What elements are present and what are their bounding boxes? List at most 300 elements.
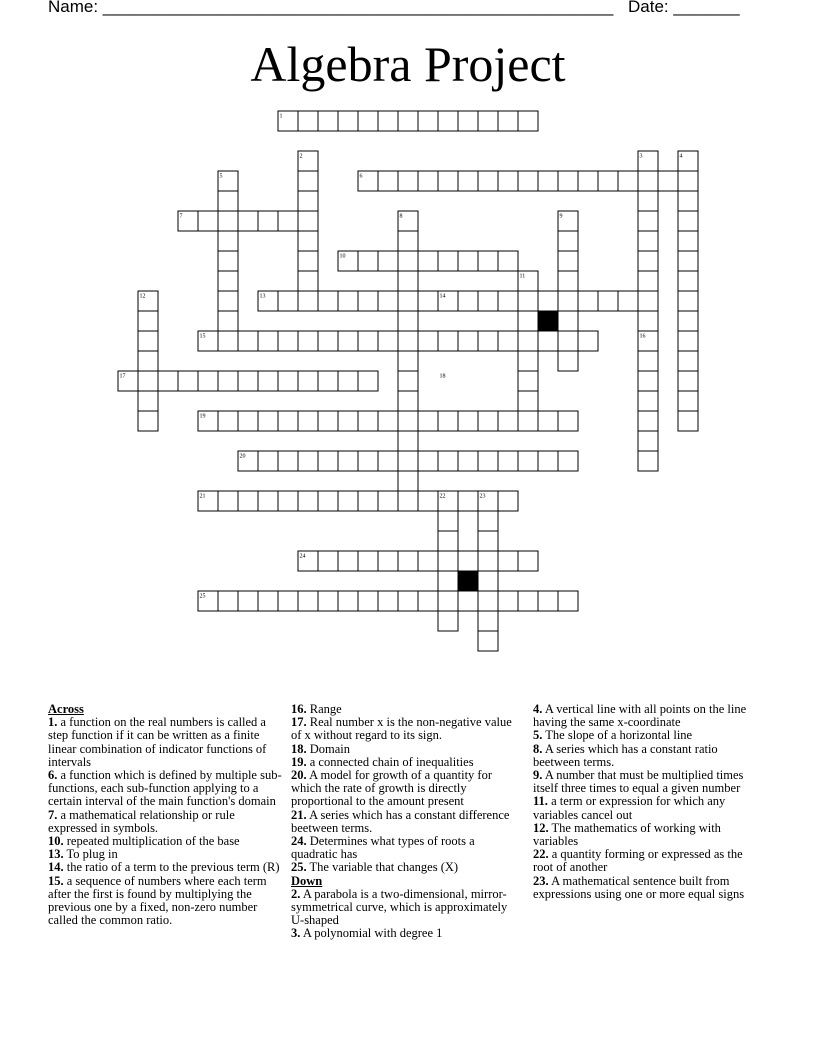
crossword-cell[interactable] <box>398 231 418 251</box>
crossword-cell[interactable] <box>138 371 158 391</box>
crossword-cell[interactable] <box>458 171 478 191</box>
crossword-cell[interactable] <box>338 411 358 431</box>
crossword-cell[interactable] <box>438 511 458 531</box>
crossword-cell[interactable] <box>298 111 318 131</box>
crossword-cell[interactable] <box>498 491 518 511</box>
crossword-cell[interactable] <box>298 371 318 391</box>
clue-text: Real number x is the non-negative value of x without regard to its sign. <box>291 715 512 743</box>
crossword-cell[interactable] <box>498 551 518 571</box>
crossword-cell[interactable] <box>358 591 378 611</box>
crossword-cell[interactable] <box>398 351 418 371</box>
crossword-cell[interactable] <box>378 171 398 191</box>
crossword-cell[interactable] <box>218 411 238 431</box>
crossword-cell[interactable] <box>378 331 398 351</box>
clue-number-label: 11 <box>519 273 526 280</box>
crossword-cell[interactable] <box>338 491 358 511</box>
crossword-cell[interactable] <box>678 171 698 191</box>
crossword-cell[interactable] <box>458 591 478 611</box>
crossword-cell[interactable] <box>398 411 418 431</box>
crossword-cell[interactable] <box>338 291 358 311</box>
clue-number: 18. <box>291 741 307 756</box>
crossword-cell[interactable] <box>558 311 578 331</box>
clue-number: 17. <box>291 715 307 730</box>
crossword-cell[interactable] <box>638 371 658 391</box>
crossword-cell[interactable] <box>358 291 378 311</box>
clue-number: 10. <box>48 834 64 849</box>
crossword-cell[interactable] <box>478 291 498 311</box>
crossword-cell[interactable] <box>398 311 418 331</box>
crossword-cell[interactable] <box>258 371 278 391</box>
crossword-cell[interactable] <box>578 331 598 351</box>
crossword-cell[interactable] <box>298 251 318 271</box>
clue-number: 1. <box>48 715 58 730</box>
crossword-cell[interactable] <box>318 291 338 311</box>
crossword-cell[interactable] <box>238 411 258 431</box>
crossword-cell[interactable] <box>158 371 178 391</box>
crossword-cell[interactable] <box>298 331 318 351</box>
crossword-cell[interactable] <box>498 411 518 431</box>
crossword-cell[interactable] <box>258 411 278 431</box>
crossword-cell[interactable] <box>418 451 438 471</box>
down-heading: Down <box>291 873 323 888</box>
crossword-cell[interactable] <box>458 491 478 511</box>
crossword-cell[interactable] <box>638 191 658 211</box>
crossword-cell[interactable] <box>678 351 698 371</box>
crossword-cell[interactable] <box>238 491 258 511</box>
crossword-cell[interactable] <box>398 551 418 571</box>
crossword-cell[interactable] <box>418 491 438 511</box>
crossword-cell[interactable] <box>478 571 498 591</box>
crossword-cell[interactable] <box>298 451 318 471</box>
crossword-cell[interactable] <box>298 231 318 251</box>
crossword-cell[interactable] <box>458 451 478 471</box>
crossword-cell[interactable] <box>218 591 238 611</box>
crossword-cell[interactable] <box>298 491 318 511</box>
clue-item <box>291 888 515 928</box>
clue-text: A mathematical sentence built from expressions using one or more equal signs <box>533 873 745 901</box>
crossword-cell[interactable] <box>398 491 418 511</box>
crossword-cell[interactable] <box>398 331 418 351</box>
crossword-cell[interactable] <box>238 371 258 391</box>
crossword-cell[interactable] <box>558 171 578 191</box>
crossword-cell[interactable] <box>298 291 318 311</box>
crossword-cell[interactable] <box>598 291 618 311</box>
crossword-cell[interactable] <box>218 211 238 231</box>
crossword-cell[interactable] <box>358 371 378 391</box>
crossword-cell[interactable] <box>678 231 698 251</box>
crossword-cell[interactable] <box>478 171 498 191</box>
clue-number: 12. <box>533 820 549 835</box>
crossword-cell[interactable] <box>218 191 238 211</box>
name-field-label[interactable]: Name: ______________________________________________________ <box>48 0 614 16</box>
clue-number-label: 18 <box>439 373 446 380</box>
clue-item <box>533 703 765 729</box>
crossword-cell[interactable] <box>338 451 358 471</box>
crossword-cell[interactable] <box>258 211 278 231</box>
crossword-cell[interactable] <box>638 311 658 331</box>
crossword-cell[interactable] <box>358 551 378 571</box>
crossword-cell[interactable] <box>198 371 218 391</box>
crossword-cell[interactable] <box>358 331 378 351</box>
crossword-cell[interactable] <box>418 331 438 351</box>
crossword-cell[interactable] <box>518 391 538 411</box>
crossword-cell[interactable] <box>138 351 158 371</box>
crossword-cell[interactable] <box>378 291 398 311</box>
clue-column-1 <box>48 703 282 927</box>
crossword-cell[interactable] <box>398 291 418 311</box>
crossword-cell[interactable] <box>378 551 398 571</box>
crossword-cell[interactable] <box>338 591 358 611</box>
crossword-cell[interactable] <box>558 251 578 271</box>
clue-column-3 <box>533 703 765 901</box>
crossword-cell[interactable] <box>458 111 478 131</box>
clue-item <box>533 875 765 901</box>
crossword-cell[interactable] <box>638 351 658 371</box>
crossword-cell[interactable] <box>418 291 438 311</box>
crossword-cell[interactable] <box>138 331 158 351</box>
crossword-cell[interactable] <box>478 551 498 571</box>
crossword-cell[interactable] <box>678 291 698 311</box>
crossword-cell[interactable] <box>478 511 498 531</box>
crossword-cell[interactable] <box>138 311 158 331</box>
crossword-cell[interactable] <box>478 331 498 351</box>
clue-number: 23. <box>533 873 549 888</box>
crossword-cell[interactable] <box>238 211 258 231</box>
crossword-cell[interactable] <box>298 591 318 611</box>
clue-number-label: 13 <box>259 293 266 300</box>
crossword-cell[interactable] <box>558 411 578 431</box>
clue-number-label: 23 <box>479 493 486 500</box>
clue-text: repeated multiplication of the base <box>66 834 240 849</box>
crossword-cell[interactable] <box>458 251 478 271</box>
crossword-cell[interactable] <box>318 551 338 571</box>
crossword-cell[interactable] <box>218 371 238 391</box>
crossword-cell[interactable] <box>218 311 238 331</box>
crossword-cell[interactable] <box>138 391 158 411</box>
clue-text: Range <box>309 702 342 716</box>
crossword-cell[interactable] <box>218 491 238 511</box>
crossword-cell[interactable] <box>318 451 338 471</box>
crossword-cell[interactable] <box>638 451 658 471</box>
crossword-cell[interactable] <box>378 411 398 431</box>
crossword-cell[interactable] <box>538 451 558 471</box>
crossword-cell[interactable] <box>558 451 578 471</box>
crossword-cell[interactable] <box>518 371 538 391</box>
crossword-cell[interactable] <box>418 411 438 431</box>
clue-item <box>533 769 765 795</box>
crossword-cell[interactable] <box>358 251 378 271</box>
crossword-cell[interactable] <box>398 251 418 271</box>
crossword-cell[interactable] <box>338 371 358 391</box>
crossword-cell[interactable] <box>398 451 418 471</box>
clue-text: the ratio of a term to the previous term (R) <box>66 860 280 875</box>
crossword-cell[interactable] <box>298 171 318 191</box>
crossword-cell[interactable] <box>558 231 578 251</box>
crossword-cell[interactable] <box>138 411 158 431</box>
crossword-cell[interactable] <box>338 111 358 131</box>
crossword-cell[interactable] <box>458 291 478 311</box>
crossword-cell[interactable] <box>678 191 698 211</box>
clue-item <box>48 809 282 835</box>
clue-text: Domain <box>309 741 351 756</box>
crossword-cell[interactable] <box>678 331 698 351</box>
crossword-cell[interactable] <box>678 211 698 231</box>
clue-number: 8. <box>533 741 543 756</box>
crossword-cell[interactable] <box>598 171 618 191</box>
crossword-cell[interactable] <box>298 271 318 291</box>
crossword-cell[interactable] <box>418 591 438 611</box>
crossword-cell[interactable] <box>438 411 458 431</box>
clue-number: 24. <box>291 834 307 849</box>
crossword-cell[interactable] <box>358 111 378 131</box>
clue-number-label: 4 <box>679 153 683 160</box>
crossword-cell[interactable] <box>418 111 438 131</box>
crossword-cell[interactable] <box>378 591 398 611</box>
crossword-cell[interactable] <box>518 411 538 431</box>
crossword-cell[interactable] <box>578 291 598 311</box>
crossword-cell[interactable] <box>678 251 698 271</box>
crossword-cell[interactable] <box>298 211 318 231</box>
crossword-cell[interactable] <box>518 351 538 371</box>
crossword-cell[interactable] <box>678 391 698 411</box>
crossword-cell[interactable] <box>538 171 558 191</box>
crossword-cell[interactable] <box>518 451 538 471</box>
crossword-cell[interactable] <box>278 591 298 611</box>
crossword-cell[interactable] <box>258 451 278 471</box>
crossword-cell[interactable] <box>618 291 638 311</box>
crossword-cell[interactable] <box>638 231 658 251</box>
crossword-cell[interactable] <box>398 371 418 391</box>
crossword-cell[interactable] <box>638 431 658 451</box>
crossword-cell[interactable] <box>178 371 198 391</box>
crossword-cell[interactable] <box>558 331 578 351</box>
clue-item <box>291 769 515 809</box>
clue-number-label: 21 <box>199 493 206 500</box>
crossword-cell[interactable] <box>398 271 418 291</box>
crossword-cell[interactable] <box>398 471 418 491</box>
clue-number-label: 8 <box>399 213 403 220</box>
crossword-cell[interactable] <box>618 171 638 191</box>
crossword-cell[interactable] <box>538 331 558 351</box>
crossword-cell[interactable] <box>438 571 458 591</box>
crossword-cell[interactable] <box>558 291 578 311</box>
crossword-cell[interactable] <box>278 211 298 231</box>
clue-number-label: 16 <box>639 333 646 340</box>
crossword-cell[interactable] <box>438 111 458 131</box>
clue-text: A series which has a constant difference beetween terms. <box>291 807 510 835</box>
crossword-cell[interactable] <box>638 271 658 291</box>
crossword-cell[interactable] <box>218 271 238 291</box>
crossword-cell[interactable] <box>538 411 558 431</box>
crossword-cell[interactable] <box>338 331 358 351</box>
crossword-cell[interactable] <box>458 331 478 351</box>
crossword-cell[interactable] <box>318 371 338 391</box>
crossword-cell[interactable] <box>278 411 298 431</box>
clue-number: 7. <box>48 807 58 822</box>
clue-item <box>48 769 282 809</box>
crossword-cell[interactable] <box>498 291 518 311</box>
crossword-cell[interactable] <box>438 331 458 351</box>
crossword-cell[interactable] <box>398 591 418 611</box>
clue-text: a connected chain of inequalities <box>309 754 474 769</box>
date-field-label[interactable]: Date: _______ <box>628 0 740 16</box>
crossword-cell[interactable] <box>438 551 458 571</box>
clue-number-label: 6 <box>359 173 363 180</box>
page-title: Algebra Project <box>250 36 566 92</box>
clue-text: Determines what types of roots a quadratic has <box>291 834 475 862</box>
crossword-cell[interactable] <box>418 251 438 271</box>
crossword-cell[interactable] <box>638 291 658 311</box>
crossword-cell[interactable] <box>538 291 558 311</box>
crossword-cell[interactable] <box>218 291 238 311</box>
crossword-cell[interactable] <box>318 111 338 131</box>
crossword-cell[interactable] <box>278 371 298 391</box>
clue-number-label: 3 <box>639 153 643 160</box>
crossword-cell[interactable] <box>678 271 698 291</box>
clue-text: A polynomial with degree 1 <box>302 926 443 941</box>
crossword-cell[interactable] <box>438 171 458 191</box>
crossword-cell[interactable] <box>518 591 538 611</box>
clue-text: A series which has a constant ratio beetween terms. <box>533 741 718 769</box>
crossword-cell[interactable] <box>518 111 538 131</box>
clue-text: A number that must be multiplied times itself three times to equal a given number <box>533 768 744 796</box>
clue-number: 4. <box>533 702 543 716</box>
crossword-cell[interactable] <box>298 191 318 211</box>
crossword-cell[interactable] <box>478 411 498 431</box>
crossword-cell[interactable] <box>658 171 678 191</box>
crossword-cell[interactable] <box>578 171 598 191</box>
crossword-cell[interactable] <box>458 551 478 571</box>
clue-item <box>533 848 765 874</box>
crossword-cell[interactable] <box>278 451 298 471</box>
crossword-cell[interactable] <box>418 551 438 571</box>
crossword-cell[interactable] <box>358 451 378 471</box>
crossword-cell[interactable] <box>478 531 498 551</box>
crossword-cell[interactable] <box>358 411 378 431</box>
crossword-cell[interactable] <box>558 271 578 291</box>
crossword-cell[interactable] <box>258 491 278 511</box>
crossword-cell[interactable] <box>378 451 398 471</box>
clue-column-2 <box>291 703 515 941</box>
crossword-cell[interactable] <box>498 591 518 611</box>
clue-number: 11. <box>533 794 548 809</box>
crossword-cell[interactable] <box>438 611 458 631</box>
clue-text: A vertical line with all points on the line having the same x-coordinate <box>533 702 747 730</box>
crossword-cell[interactable] <box>438 591 458 611</box>
crossword-cell[interactable] <box>478 451 498 471</box>
crossword-cell[interactable] <box>238 591 258 611</box>
crossword-cell[interactable] <box>638 411 658 431</box>
crossword-cell[interactable] <box>198 211 218 231</box>
crossword-cell[interactable] <box>218 251 238 271</box>
crossword-cell[interactable] <box>518 551 538 571</box>
crossword-cell[interactable] <box>218 331 238 351</box>
crossword-cell[interactable] <box>478 251 498 271</box>
crossword-cell[interactable] <box>518 311 538 331</box>
crossword-cell[interactable] <box>278 491 298 511</box>
crossword-cell[interactable] <box>378 251 398 271</box>
across-heading: Across <box>48 702 84 716</box>
clue-number: 5. <box>533 728 543 743</box>
crossword-cell[interactable] <box>278 291 298 311</box>
crossword-cell[interactable] <box>638 171 658 191</box>
crossword-cell[interactable] <box>298 411 318 431</box>
crossword-cell[interactable] <box>258 591 278 611</box>
crossword-cell[interactable] <box>638 211 658 231</box>
crossword-cell[interactable] <box>358 491 378 511</box>
crossword-cell[interactable] <box>238 331 258 351</box>
clue-number-label: 1 <box>279 113 283 120</box>
crossword-cell[interactable] <box>458 411 478 431</box>
clue-text: To plug in <box>66 847 118 862</box>
clue-number-label: 17 <box>119 373 126 380</box>
crossword-cell[interactable] <box>318 491 338 511</box>
crossword-cell[interactable] <box>478 631 498 651</box>
crossword-cell[interactable] <box>318 411 338 431</box>
clue-number: 20. <box>291 768 307 783</box>
crossword-cell[interactable] <box>438 251 458 271</box>
crossword-cell[interactable] <box>398 171 418 191</box>
crossword-cell[interactable] <box>498 451 518 471</box>
clue-number-label: 2 <box>299 153 303 160</box>
clue-number-label: 22 <box>439 493 446 500</box>
crossword-cell[interactable] <box>558 351 578 371</box>
crossword-cell[interactable] <box>678 411 698 431</box>
crossword-cell[interactable] <box>398 111 418 131</box>
crossword-cell[interactable] <box>318 591 338 611</box>
crossword-cell[interactable] <box>478 111 498 131</box>
clue-item <box>48 875 282 928</box>
crossword-cell[interactable] <box>498 251 518 271</box>
clue-number-label: 7 <box>179 213 183 220</box>
crossword-cell[interactable] <box>338 551 358 571</box>
crossword-cell[interactable] <box>398 431 418 451</box>
crossword-cell[interactable] <box>478 611 498 631</box>
clue-item <box>533 743 765 769</box>
crossword-cell[interactable] <box>498 111 518 131</box>
clue-text: The mathematics of working with variables <box>533 820 721 849</box>
crossword-black-square <box>458 571 478 591</box>
crossword-cell[interactable] <box>278 331 298 351</box>
crossword-cell[interactable] <box>678 311 698 331</box>
crossword-cell[interactable] <box>518 291 538 311</box>
crossword-cell[interactable] <box>678 371 698 391</box>
crossword-cell[interactable] <box>438 451 458 471</box>
crossword-cell[interactable] <box>418 171 438 191</box>
crossword-cell[interactable] <box>498 331 518 351</box>
crossword-cell[interactable] <box>638 391 658 411</box>
crossword-cell[interactable] <box>318 331 338 351</box>
clue-text: a function which is defined by multiple sub-functions, each sub-function applying to a certain interval of the main function's domain <box>48 768 282 809</box>
crossword-cell[interactable] <box>498 171 518 191</box>
crossword-cell[interactable] <box>518 331 538 351</box>
crossword-cell[interactable] <box>398 391 418 411</box>
clue-number-label: 5 <box>219 173 223 180</box>
crossword-cell[interactable] <box>258 331 278 351</box>
crossword-cell[interactable] <box>378 111 398 131</box>
crossword-cell[interactable] <box>518 171 538 191</box>
crossword-cell[interactable] <box>638 251 658 271</box>
clue-number: 22. <box>533 847 549 862</box>
clue-text: The slope of a horizontal line <box>545 728 693 743</box>
crossword-cell[interactable] <box>378 491 398 511</box>
crossword-cell[interactable] <box>478 591 498 611</box>
crossword-cell[interactable] <box>558 591 578 611</box>
clue-item <box>291 861 515 874</box>
crossword-cell[interactable] <box>538 591 558 611</box>
crossword-cell[interactable] <box>218 231 238 251</box>
crossword-cell[interactable] <box>438 531 458 551</box>
